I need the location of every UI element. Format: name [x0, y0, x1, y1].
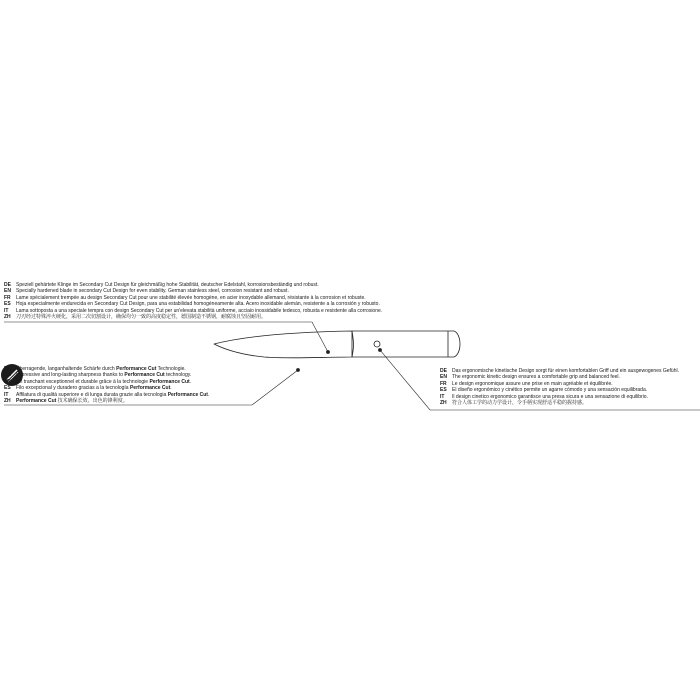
language-code: IT: [4, 391, 9, 398]
text-post: .: [170, 385, 172, 392]
text-pre: Überragende, langanhaltende Schärfe durch: [16, 366, 117, 372]
text-strong: Performance Cut: [16, 398, 57, 405]
text-post: 技术确保长效、出色的锋利度。: [56, 398, 128, 405]
text-pre: Speziell gehärtete Klinge im Secondary Cut Design für gleichmäßig hohe Stabilität, deutscher Edelstahl, korrosionsbeständig und robust.: [16, 282, 319, 288]
text-pre: 刀刃经过特殊淬火硬化，采用二次切割设计，确保均匀一致的高度稳定性，德国制造不锈钢，耐腐蚀且坚固耐用。: [16, 314, 267, 321]
text-pre: Un tranchant exceptionnel et durable grâce à la technologie: [16, 378, 150, 385]
language-code: EN: [4, 372, 11, 379]
language-code: ES: [4, 385, 11, 392]
blade-leader-dot: [326, 350, 329, 353]
text-pre: Filo excepcional y duradero gracias a la tecnología: [16, 385, 130, 392]
text-pre: Das ergonomische kinetische Design sorgt für einen komfortablen Griff und ein ausgewogenes Gefühl.: [452, 368, 679, 374]
text-strong: Performance Cut: [129, 385, 171, 392]
language-code: DE: [4, 366, 11, 372]
knife-blade: [214, 331, 352, 358]
text-pre: 符合人体工学的动力学设计，令手柄实现舒适平稳的握持感。: [452, 400, 588, 407]
text-post: Technologie.: [156, 366, 186, 372]
language-code: IT: [4, 307, 9, 314]
ergonomic-leader-dot: [378, 348, 381, 351]
knife-handle: [352, 331, 460, 357]
knife-illustration: [214, 331, 460, 358]
handle-ring-icon: [374, 341, 380, 347]
language-code: ES: [440, 387, 447, 394]
text-line-zh: [4, 314, 382, 320]
language-code: DE: [4, 282, 11, 288]
language-code: DE: [440, 368, 447, 374]
text-line-zh: [4, 398, 209, 404]
language-code: EN: [440, 374, 447, 381]
text-pre: Le design ergonomique assure une prise en main agréable et équilibrée.: [452, 380, 613, 387]
text-post: technology.: [164, 372, 192, 379]
text-strong: Performance Cut: [116, 366, 157, 372]
text-pre: Impressive and long-lasting sharpness thanks to: [16, 372, 125, 379]
text-pre: Lama sottoposta a una speciale tempra con design Secondary Cut per un'elevata stabilità uniforme, acciaio inossidabile tedesco, robusta e resistente alla corrosione.: [16, 307, 383, 314]
text-pre: Specially hardened blade in secondary Cut Design for even stability. German stainless steel, corrosion resistant and robust.: [16, 288, 289, 295]
language-code: ZH: [440, 400, 447, 407]
language-code: IT: [440, 393, 445, 400]
text-post: .: [207, 391, 210, 398]
text-line-zh: [440, 400, 679, 406]
text-strong: Performance Cut: [124, 372, 165, 379]
language-code: EN: [4, 288, 11, 295]
text-pre: Lame spécialement trempée au design Secondary Cut pour une stabilité élevée homogène, en acier inoxydable allemand, résistante à la corrosion et robuste.: [16, 294, 366, 301]
language-code: FR: [4, 378, 11, 385]
language-code: ZH: [4, 314, 11, 321]
language-code: FR: [440, 380, 447, 387]
ergonomic-handle-description: [440, 368, 679, 406]
blade-description: [4, 282, 382, 320]
text-strong: Performance Cut: [149, 378, 190, 385]
text-pre: The ergonomic kinetic design ensures a comfortable grip and balanced feel.: [452, 374, 620, 381]
language-code: ES: [4, 301, 11, 308]
language-code: ZH: [4, 398, 11, 405]
blade-leader-line: [4, 322, 328, 352]
text-pre: El diseño ergonómico y cinético permite un agarre cómodo y una sensación equilibrada.: [452, 387, 648, 394]
text-pre: Il design cinetico ergonomico garantisce una presa sicura e una sensazione di equilibrio.: [452, 393, 648, 400]
language-code: FR: [4, 294, 11, 301]
text-strong: Performance Cut: [167, 391, 208, 398]
performance-leader-dot: [296, 368, 299, 371]
performance-cut-description: [4, 366, 209, 404]
text-pre: Hoja especialmente endurecida en Secondary Cut Design, para una estabilidad homogéneamente alta. Acero inoxidable alemán, resistente a la corrosión y robusto.: [16, 301, 380, 308]
text-post: .: [189, 378, 192, 385]
text-pre: Affilatura di qualità superiore e di lunga durata grazie alla tecnologia: [16, 391, 168, 398]
